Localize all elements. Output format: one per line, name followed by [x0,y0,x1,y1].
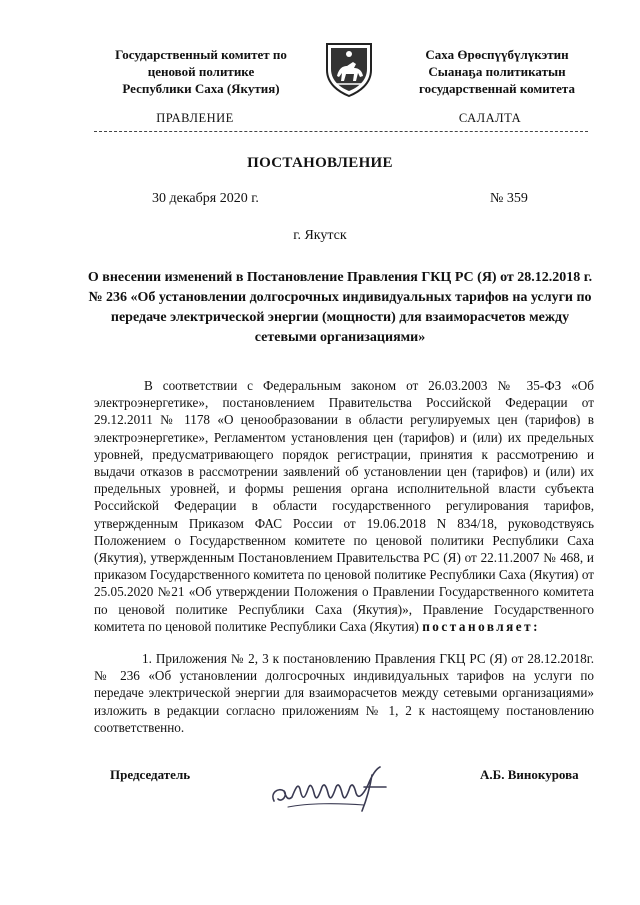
handwritten-signature [268,757,396,817]
decision-paragraph: 1. Приложения № 2, 3 к постановлению Правления ГКЦ РС (Я) от 28.12.2018г. № 236 «Об установлении долгосрочных индивидуальных тарифов на услуги по передаче электрической энергии для взаиморасчетов между сетевыми организациями» изложить в редакции согласно приложениям № 1, 2 к настоящему постановлению соответственно. [94,651,594,735]
decree-word: постановляет: [422,618,541,634]
document-subject: О внесении изменений в Постановление Правления ГКЦ РС (Я) от 28.12.2018 г. № 236 «Об установлении долгосрочных индивидуальных тарифов на услуги по передаче электрической энергии (мощности) для взаиморасчетов между сетевыми организациями» [87,270,593,345]
preamble-paragraph [94,377,594,635]
signatory-name: А.Б. Винокурова [480,767,579,782]
coat-of-arms-icon [323,40,375,98]
preamble-text: В соответствии с Федеральным законом от 26.03.2003 № 35-ФЗ «Об электроэнергетике», постановлением Правительства Российской Федерации от 29.12.2011 № 1178 «О ценообразовании в области регулируемых цен (тарифов) в электроэнергетике», Регламентом установления цен (тарифов) и (или) их предельных уровней, предусматривающего порядок регистрации, принятия к рассмотрению и выдачи отказов в рассмотрении заявлений об установлении цен (тарифов) и (или) их предельных уровней, и формы решения органа исполнительной власти субъекта Российской Федерации в области государственного регулирования тарифов, утвержденным Приказом ФАС России от 19.06.2018 N 834/18, руководствуясь Положением о Государственном комитете по ценовой политики Республики Саха (Якутия), утвержденным Постановлением Правительства РС (Я) от 22.11.2007 № 468, и приказом Государственного комитета по ценовой политике Республики Саха (Якутия) от 25.05.2020 №21 «Об утверждении Положения о Правлении Государственного комитета по ценовой политике Республики Саха (Якутия)», Правление Государственного комитета по ценовой политике Республики Саха (Якутия) [94,378,594,634]
document-date: 30 декабря 2020 г. [152,191,259,206]
issuer-name-yakut [402,46,592,97]
document-city: г. Якутск [293,228,347,243]
document-title: ПОСТАНОВЛЕНИЕ [247,155,393,171]
issuer-line: государственнай комитета [419,81,575,96]
issuer-line: Республики Саха (Якутия) [122,81,280,96]
issuer-name-russian [86,46,316,97]
issuer-line: ценовой политике [147,64,255,79]
issuer-line: Государственный комитет по [115,47,287,62]
issuer-line: Сыанаҕа политикатын [428,64,566,79]
board-label-russian: ПРАВЛЕНИЕ [156,111,234,125]
issuer-line: Саха Өрөспүүбүлүкэтин [425,47,569,62]
document-number: № 359 [490,191,528,206]
header-divider [94,131,588,132]
board-label-yakut: САЛАЛТА [458,111,522,125]
signatory-role: Председатель [110,767,191,782]
